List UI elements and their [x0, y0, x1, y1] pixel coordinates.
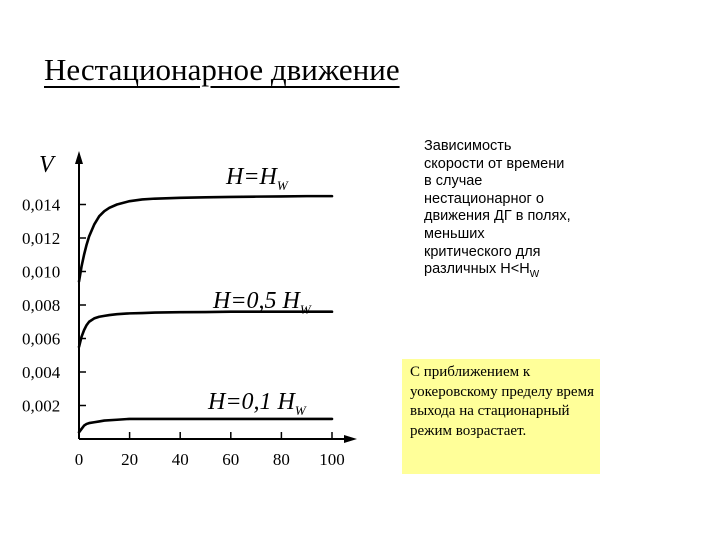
x-tick-label: 60 [222, 450, 240, 469]
caption-condition-main: H<H [500, 261, 530, 278]
chart-axes [39, 151, 357, 443]
slide-title: Нестационарное движение [44, 52, 400, 87]
y-tick-label: 0,014 [22, 195, 61, 215]
x-tick-label: 0 [74, 450, 84, 469]
caption-condition-sub: W [529, 269, 540, 281]
x-axis-ticks [75, 432, 345, 469]
series-line-3 [79, 419, 332, 432]
caption-text: Зависимость скорости от времени в случае нестационарног о движения ДГ в полях, меньших критического для различных [424, 138, 571, 278]
chart-caption [424, 138, 574, 284]
y-tick-label: 0,008 [22, 296, 61, 315]
y-tick-label: 0,010 [22, 262, 61, 282]
series-label-sub: W [299, 302, 311, 317]
y-axis-arrow [75, 151, 83, 164]
series-label-main: H=0,5 H [213, 288, 300, 314]
y-tick-label: 0,006 [22, 329, 61, 349]
x-tick-label: 100 [319, 450, 345, 469]
x-axis-arrow [344, 435, 357, 443]
series-line-1 [79, 196, 332, 281]
caption-condition [500, 261, 540, 281]
y-axis-title: V [39, 152, 54, 178]
x-tick-label: 80 [272, 450, 290, 469]
series-label-main: H=0,1 H [208, 389, 295, 415]
y-tick-label: 0,012 [22, 229, 61, 248]
series-label-1 [225, 164, 289, 193]
y-tick-label: 0,002 [22, 396, 61, 416]
x-tick-label: 40 [171, 450, 189, 469]
series-label-sub: W [294, 403, 306, 418]
y-axis-ticks [22, 196, 86, 416]
highlight-note: С приближением к уокеровскому пределу время выхода на стационарный режим возрастает. [402, 359, 600, 474]
series-label-3 [207, 389, 307, 418]
series-label-main: H=H [226, 164, 277, 190]
series-label-sub: W [276, 178, 288, 193]
y-tick-label: 0,004 [22, 363, 61, 382]
x-tick-label: 20 [121, 450, 139, 469]
curve-labels [207, 164, 312, 418]
series-label-2 [212, 288, 312, 317]
series-line-2 [79, 312, 332, 347]
